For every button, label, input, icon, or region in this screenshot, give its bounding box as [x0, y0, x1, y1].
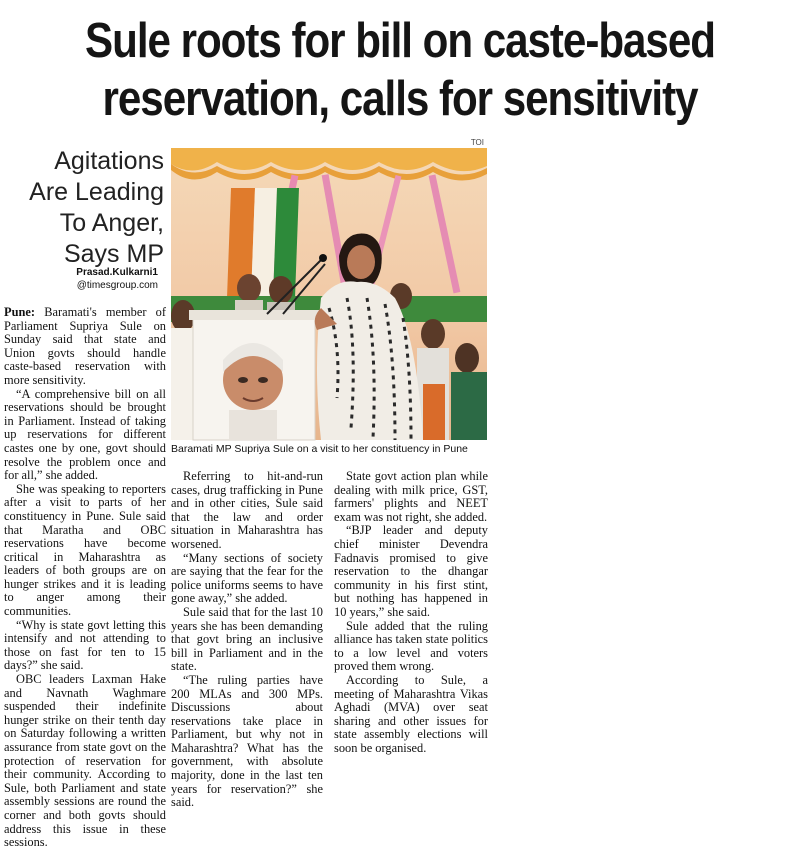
article-paragraph: “Why is state govt letting this intensify and not attending to those on fast for ten to 15 days?” she said. [4, 617, 166, 673]
article-paragraph: Sule said that for the last 10 years she has been demanding that govt bring an inclusive bill in Parliament and in the state. [171, 604, 323, 674]
article-paragraph: State govt action plan while dealing with milk price, GST, farmers' plights and NEET exam was not right, she added. [334, 469, 488, 524]
article-column-2 [171, 469, 323, 810]
subheadline-line-3: To Anger, [59, 209, 164, 237]
article-paragraph: “The ruling parties have 200 MLAs and 300 MPs. Discussions about reservations take place in Parliament, but why not in Maharashtra? What has the government, with absolute majority, done in the last ten years for reservation?” she said. [171, 672, 323, 810]
dateline: Pune: [4, 305, 35, 319]
subheadline-line-2: Are Leading [29, 178, 164, 206]
photo-caption: Baramati MP Supriya Sule on a visit to her constituency in Pune [171, 443, 468, 455]
subheadline [0, 146, 164, 270]
subheadline-line-4: Says MP [63, 240, 164, 268]
article-paragraph: OBC leaders Laxman Hake and Navnath Waghmare suspended their indefinite hunger strike on their tenth day on Saturday following a written assurance from state govt on the protection of reservation for their community. According to Sule, both Parliament and state assembly sessions are round the corner and both govts should address this issue in these sessions. [4, 672, 166, 850]
article-photo [171, 148, 487, 440]
article-paragraph [4, 306, 166, 388]
headline-line-1: Sule roots for bill on caste-based [85, 14, 715, 68]
byline-name: Prasad.Kulkarni1 [76, 267, 158, 278]
article-paragraph: Sule added that the ruling alliance has taken state politics to a low level and voters proved them wrong. [334, 618, 488, 674]
subheadline-line-1: Agitations [54, 147, 164, 175]
headline-line-2: reservation, calls for sensitivity [102, 72, 698, 126]
article-paragraph: “Many sections of society are saying that the fear for the police uniforms seems to have gone away,” she added. [171, 550, 323, 606]
article-paragraph: According to Sule, a meeting of Maharashtra Vikas Aghadi (MVA) over seat sharing and other issues for state assembly elections will soon be organised. [334, 672, 488, 755]
article-paragraph: “A comprehensive bill on all reservations should be brought in Parliament. Instead of taking up reservations for different castes one by one, govt should resolve the problem once and for all,” she added. [4, 386, 166, 483]
article-paragraph: “BJP leader and deputy chief minister Devendra Fadnavis promised to give reservation to the dhangar community in his first stint, but nothing has happened in 10 years,” she said. [334, 523, 488, 619]
article-paragraph: Referring to hit-and-run cases, drug trafficking in Pune and in other cities, Sule said that the law and order situation in Maharashtra has worsened. [171, 469, 323, 551]
byline-email: @timesgroup.com [76, 280, 158, 291]
photo-credit: TOI [470, 138, 484, 147]
byline [0, 266, 158, 292]
photo-illustration [171, 148, 487, 440]
article-paragraph: She was speaking to reporters after a visit to parts of her constituency in Pune. Sule said that Maratha and OBC reservations have become critical in Maharashtra as leaders of both groups are on hunger strikes and it is leading to anger among their communities. [4, 481, 166, 619]
article-column-3 [334, 470, 488, 755]
headline [56, 12, 744, 128]
article-column-1 [4, 305, 166, 850]
paragraph-text: Baramati's member of Parliament Supriya Sule on Sunday said that state and Union govts should handle caste-based reservation with more sensitivity. [4, 305, 166, 387]
